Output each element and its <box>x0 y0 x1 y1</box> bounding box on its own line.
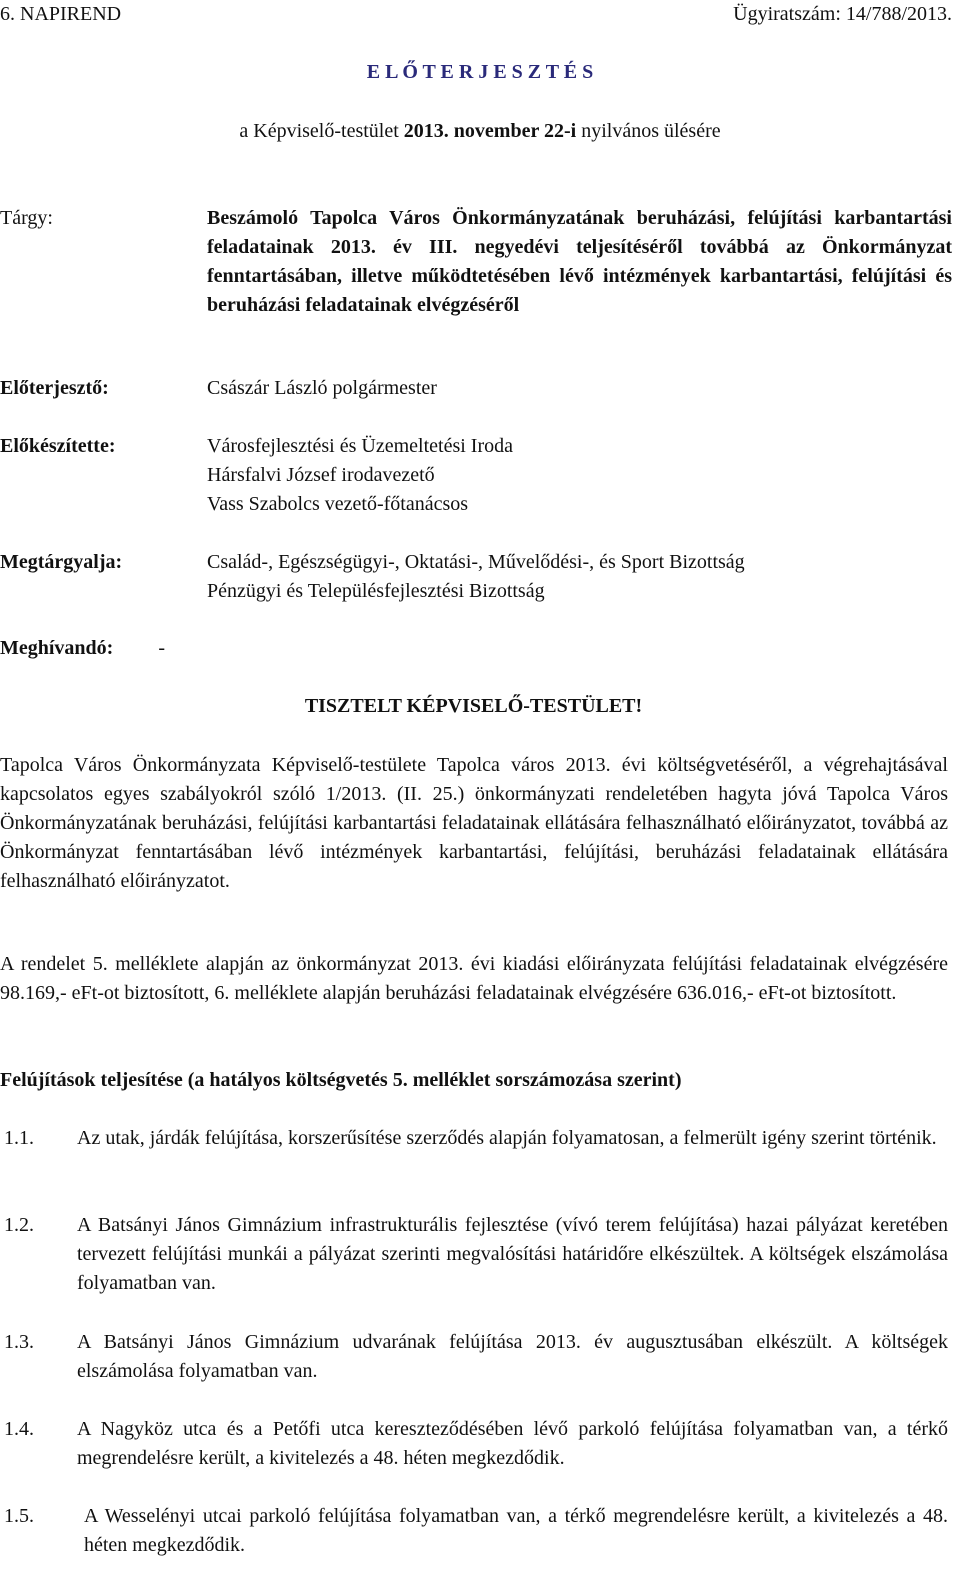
item-text: A Wesselényi utcai parkoló felújítása folyamatban van, a térkő megrendelésre került, a kivitelezés a 48. héten megkezdődik. <box>84 1505 948 1556</box>
presenter-label: Előterjesztő: <box>0 377 109 399</box>
paragraph-budget: Tapolca Város Önkormányzata Képviselő-testülete Tapolca város 2013. évi költségvetéséről, a végrehajtásával kapcsolatos egyes szabályokról szóló 1/2013. (II. 25.) önkormányzati rendeletében hagyta jóvá Tapolca Város Önkormányzatának beruházási, felújítási karbantartási feladatainak ellátására felhasználható előirányzatot, továbbá az Önkormányzat fenntartásában lévő intézmények karbantartási, felújítási, beruházási feladatainak ellátására felhasználható előirányzatot. <box>0 754 948 892</box>
case-number: Ügyiratszám: 14/788/2013. <box>733 3 952 25</box>
list-item <box>4 1502 948 1560</box>
committee-finance: Pénzügyi és Településfejlesztési Bizottság <box>207 580 545 602</box>
item-number: 1.5. <box>4 1505 34 1527</box>
session-prefix: a Képviselő-testület <box>239 120 399 142</box>
item-text: A Batsányi János Gimnázium udvarának felújítása 2013. év augusztusában elkészült. A költségek elszámolása folyamatban van. <box>77 1331 948 1382</box>
subject-text: Beszámoló Tapolca Város Önkormányzatának beruházási, felújítási karbantartási feladatainak 2013. év III. negyedévi teljesítéséről továbbá az Önkormányzat fenntartásában, illetve működtetésében lévő intézmények karbantartási, felújítási és beruházási feladatainak elvégzéséről <box>207 207 952 316</box>
item-text: A Batsányi János Gimnázium infrastrukturális fejlesztése (vívó terem felújítása) hazai pályázat keretében tervezett felújítási munkái a pályázat szerinti megvalósítási határidőre elkészültek. A költségek elszámolása folyamatban van. <box>77 1214 948 1294</box>
item-text: Az utak, járdák felújítása, korszerűsítése szerződés alapján folyamatosan, a felmerült igény szerint történik. <box>77 1127 937 1149</box>
subject-label: Tárgy: <box>0 207 53 229</box>
discuss-label: Megtárgyalja: <box>0 551 123 573</box>
list-item <box>4 1415 948 1473</box>
item-number: 1.1. <box>4 1127 34 1149</box>
prepared-by-list <box>207 432 513 519</box>
discussed-by-list <box>207 548 745 606</box>
session-date: 2013. november 22-i <box>403 120 577 142</box>
session-line <box>0 117 960 146</box>
document-title: E L Ő T E R J E S Z T É S <box>366 61 594 83</box>
invited-label: Meghívandó: <box>0 637 114 659</box>
list-item <box>4 1328 948 1386</box>
list-item <box>4 1124 948 1153</box>
presenter-name: Császár László polgármester <box>207 377 437 399</box>
prepared-by-head: Hársfalvi József irodavezető <box>207 464 435 486</box>
item-number: 1.4. <box>4 1418 34 1440</box>
agenda-number: 6. NAPIREND <box>0 3 122 25</box>
list-item <box>4 1211 948 1298</box>
salutation: TISZTELT KÉPVISELŐ-TESTÜLET! <box>304 695 643 717</box>
section-title: Felújítások teljesítése (a hatályos költségvetés 5. melléklet sorszámozása szerint) <box>0 1069 682 1091</box>
invited-value: - <box>158 637 166 659</box>
paragraph-allocation: A rendelet 5. melléklete alapján az önkormányzat 2013. évi kiadási előirányzata felújítási feladatainak elvégzésére 98.169,- eFt-ot biztosított, 6. melléklete alapján beruházási feladatainak elvégzésére 636.016,- eFt-ot biztosított. <box>0 953 948 1004</box>
prepared-by-office: Városfejlesztési és Üzemeltetési Iroda <box>207 435 513 457</box>
session-suffix: nyilvános ülésére <box>581 120 721 142</box>
prepared-label: Előkészítette: <box>0 435 116 457</box>
committee-social: Család-, Egészségügyi-, Oktatási-, Művelődési-, és Sport Bizottság <box>207 551 745 573</box>
item-number: 1.3. <box>4 1331 34 1353</box>
prepared-by-officer: Vass Szabolcs vezető-főtanácsos <box>207 493 469 515</box>
item-text: A Nagyköz utca és a Petőfi utca kereszteződésében lévő parkoló felújítása folyamatban van, a térkő megrendelésre került, a kivitelezés a 48. héten megkezdődik. <box>77 1418 948 1469</box>
header-row <box>0 0 952 29</box>
invited-line <box>0 634 165 663</box>
item-number: 1.2. <box>4 1214 34 1236</box>
